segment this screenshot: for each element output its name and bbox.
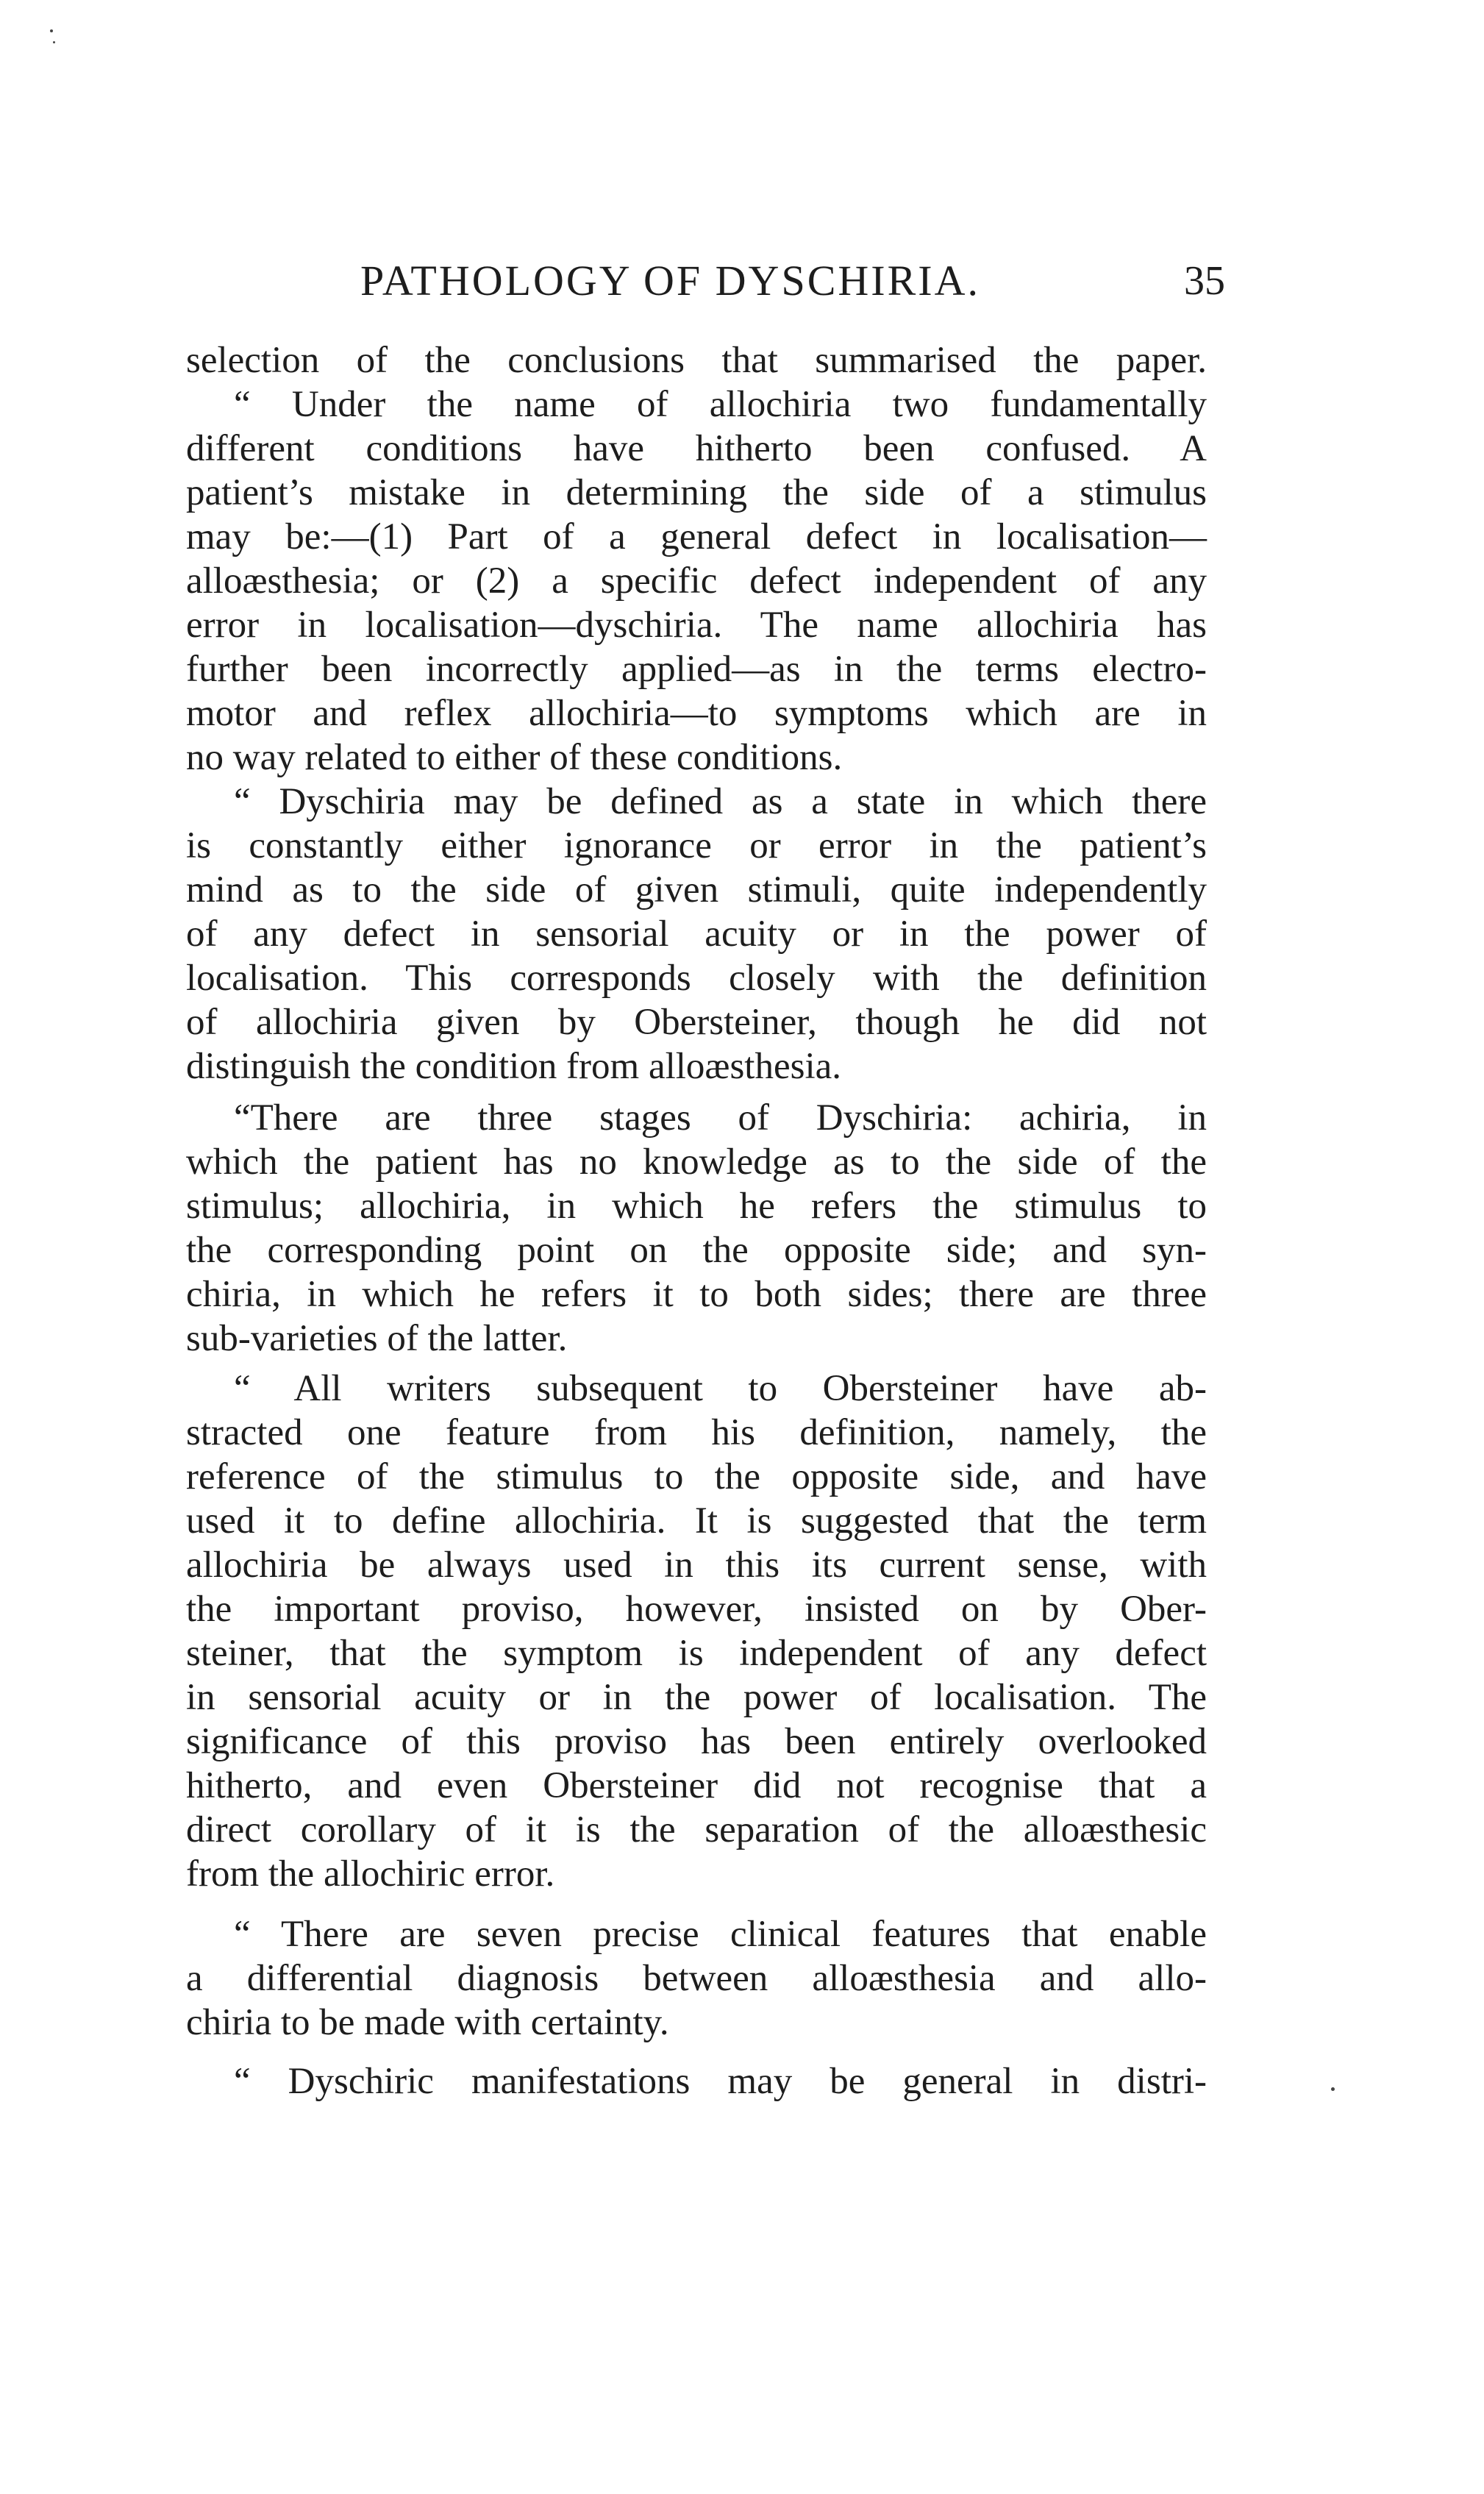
text-line: stracted one feature from his definition, namely, the	[186, 1412, 1207, 1453]
text-line: different conditions have hitherto been confused. A	[186, 428, 1207, 469]
text-line: “There are three stages of Dyschiria: achiria, in	[234, 1097, 1207, 1139]
text-line: hitherto, and even Obersteiner did not recognise that a	[186, 1765, 1207, 1806]
text-line: from the allochiric error.	[186, 1853, 555, 1895]
text-line: of allochiria given by Obersteiner, though he did not	[186, 1002, 1207, 1043]
scan-speck	[50, 29, 53, 32]
text-line: “ Dyschiria may be defined as a state in which there	[234, 781, 1207, 822]
text-line: reference of the stimulus to the opposite side, and have	[186, 1456, 1207, 1497]
text-line: used it to define allochiria. It is suggested that the term	[186, 1500, 1207, 1542]
text-line: direct corollary of it is the separation of the alloæsthesic	[186, 1809, 1207, 1850]
text-line: “ There are seven precise clinical features that enable	[234, 1914, 1207, 1955]
text-line: no way related to either of these conditions.	[186, 737, 843, 778]
text-line: is constantly either ignorance or error in the patient’s	[186, 825, 1207, 866]
text-line: chiria, in which he refers it to both sides; there are three	[186, 1274, 1207, 1315]
text-line: localisation. This corresponds closely with the definition	[186, 958, 1207, 999]
text-line: steiner, that the symptom is independent of any defect	[186, 1633, 1207, 1674]
text-line: of any defect in sensorial acuity or in the power of	[186, 913, 1207, 955]
text-line: selection of the conclusions that summarised the paper.	[186, 340, 1207, 381]
text-line: patient’s mistake in determining the side of a stimulus	[186, 472, 1207, 513]
text-line: mind as to the side of given stimuli, quite independently	[186, 869, 1207, 911]
text-line: the corresponding point on the opposite side; and syn-	[186, 1230, 1207, 1271]
scan-speck	[1331, 2087, 1335, 2091]
running-header: PATHOLOGY OF DYSCHIRIA.	[360, 257, 980, 304]
text-line: “ All writers subsequent to Obersteiner have ab-	[234, 1368, 1207, 1409]
text-line: error in localisation—dyschiria. The name allochiria has	[186, 605, 1207, 646]
text-line: chiria to be made with certainty.	[186, 2002, 669, 2043]
text-line: alloæsthesia; or (2) a specific defect independent of any	[186, 560, 1207, 602]
text-line: “ Dyschiric manifestations may be general in distri-	[234, 2061, 1207, 2102]
text-line: may be:—(1) Part of a general defect in localisation—	[186, 516, 1207, 557]
text-line: the important proviso, however, insisted on by Ober-	[186, 1589, 1207, 1630]
text-line: further been incorrectly applied—as in the terms electro-	[186, 649, 1207, 690]
text-line: in sensorial acuity or in the power of localisation. The	[186, 1677, 1207, 1718]
text-line: which the patient has no knowledge as to the side of the	[186, 1141, 1207, 1183]
text-line: significance of this proviso has been entirely overlooked	[186, 1721, 1207, 1762]
scan-speck	[53, 41, 55, 43]
page-number: 35	[1184, 258, 1225, 304]
text-line: allochiria be always used in this its current sense, with	[186, 1545, 1207, 1586]
text-line: “ Under the name of allochiria two fundamentally	[234, 384, 1207, 425]
text-line: sub-varieties of the latter.	[186, 1318, 568, 1359]
text-line: a differential diagnosis between alloæsthesia and allo-	[186, 1958, 1207, 1999]
text-line: distinguish the condition from alloæsthesia.	[186, 1046, 842, 1087]
text-line: motor and reflex allochiria—to symptoms which are in	[186, 693, 1207, 734]
text-line: stimulus; allochiria, in which he refers the stimulus to	[186, 1186, 1207, 1227]
